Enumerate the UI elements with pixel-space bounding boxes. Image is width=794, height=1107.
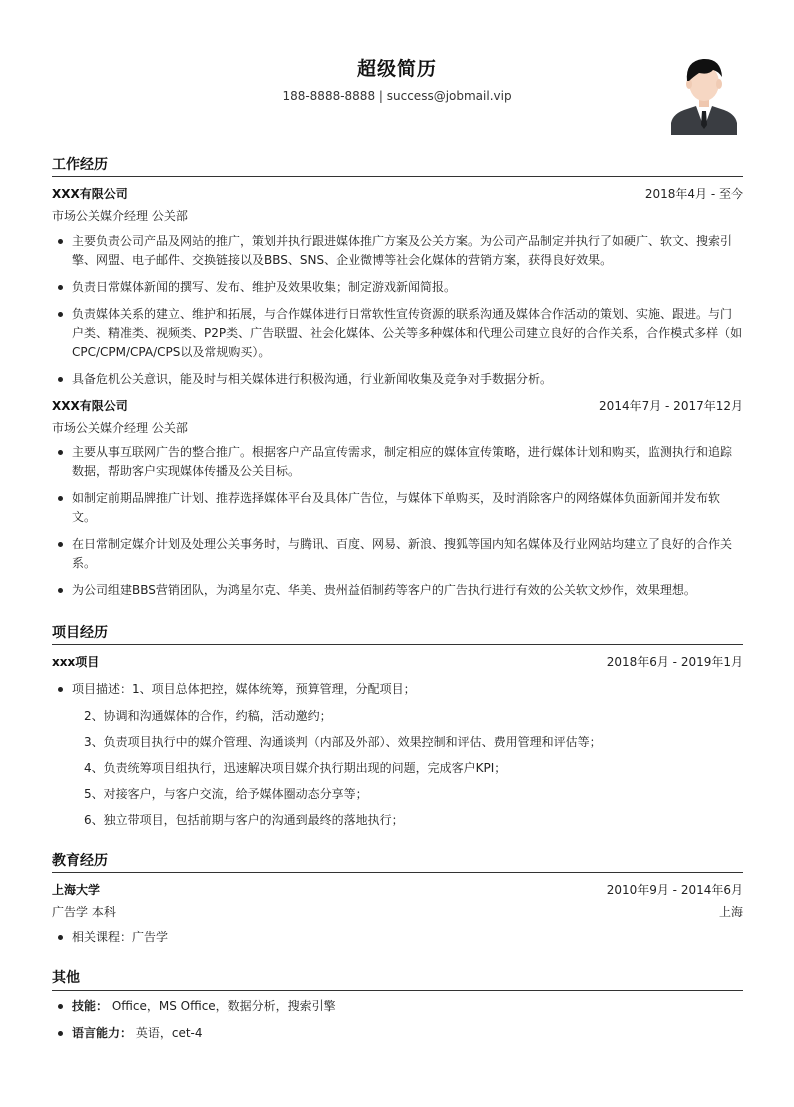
contact-info: 188-8888-8888 | success@jobmail.vip [282, 89, 512, 103]
list-item: 在日常制定媒介计划及处理公关事务时，与腾讯、百度、网易、新浪、搜狐等国内知名媒体及行业网站均建立了良好的合作关系。 [52, 535, 743, 573]
job-role: 市场公关媒介经理 公关部 [52, 209, 188, 223]
job-role: 市场公关媒介经理 公关部 [52, 421, 188, 435]
list-item: 具备危机公关意识，能及时与相关媒体进行积极沟通，行业新闻收集及竞争对手数据分析。 [52, 370, 743, 389]
list-item: 如制定前期品牌推广计划、推荐选择媒体平台及具体广告位，与媒体下单购买，及时消除客户的网络媒体负面新闻并发布软文。 [52, 489, 743, 527]
skills-value: Office，MS Office，数据分析，搜索引擎 [111, 999, 336, 1013]
section-title-work: 工作经历 [52, 157, 108, 173]
list-item: 项目描述：1、项目总体把控，媒体统筹，预算管理，分配项目； [52, 680, 743, 699]
company-name: XXX有限公司 [52, 187, 128, 201]
job-header [52, 185, 743, 202]
list-item: 6、独立带项目，包括前期与客户的沟通到最终的落地执行； [84, 813, 404, 827]
education-header [52, 881, 743, 898]
list-item [52, 997, 743, 1016]
job-role-row [52, 207, 743, 224]
avatar-icon [669, 53, 739, 135]
list-item: 为公司组建BBS营销团队，为鸿星尔克、华美、贵州益佰制药等客户的广告执行进行有效的公关软文炒作，效果理想。 [52, 581, 743, 600]
job-bullets [52, 232, 743, 397]
language-value: 英语，cet-4 [135, 1026, 203, 1040]
list-item: 2、协调和沟通媒体的合作，约稿，活动邀约； [84, 709, 332, 723]
list-item: 相关课程：广告学 [52, 928, 743, 947]
section-title-education: 教育经历 [52, 853, 108, 869]
section-divider [52, 990, 743, 991]
project-header [52, 653, 743, 670]
list-item [52, 1024, 743, 1043]
job-bullets [52, 443, 743, 608]
company-name: XXX有限公司 [52, 399, 128, 413]
section-divider [52, 872, 743, 873]
education-date: 2010年9月 - 2014年6月 [606, 883, 743, 897]
list-item: 主要负责公司产品及网站的推广，策划并执行跟进媒体推广方案及公关方案。为公司产品制定并执行了如硬广、软文、搜索引擎、网盟、电子邮件、交换链接以及BBS、SNS、企业微博等社会化媒体的营销方案，获得良好效果。 [52, 232, 743, 270]
job-date: 2014年7月 - 2017年12月 [599, 399, 743, 413]
skills-label: 技能： [72, 999, 109, 1013]
project-date: 2018年6月 - 2019年1月 [606, 655, 743, 669]
education-detail-row [52, 903, 743, 920]
list-item: 4、负责统筹项目组执行，迅速解决项目媒介执行期出现的问题，完成客户KPI； [84, 761, 507, 775]
job-role-row [52, 419, 743, 436]
list-item: 5、对接客户，与客户交流，给予媒体圈动态分享等； [84, 787, 368, 801]
resume-title: 超级简历 [356, 58, 437, 80]
job-header [52, 397, 743, 414]
section-divider [52, 644, 743, 645]
education-bullets [52, 928, 743, 955]
language-label: 语言能力： [72, 1026, 133, 1040]
section-title-projects: 项目经历 [52, 625, 108, 641]
degree: 广告学 本科 [52, 905, 116, 919]
location: 上海 [718, 905, 743, 919]
list-item: 负责日常媒体新闻的撰写、发布、维护及效果收集；制定游戏新闻简报。 [52, 278, 743, 297]
section-divider [52, 176, 743, 177]
list-item: 负责媒体关系的建立、维护和拓展，与合作媒体进行日常软性宣传资源的联系沟通及媒体合作活动的策划、实施、跟进。与门户类、精准类、视频类、P2P类、广告联盟、社会化媒体、公关等多种媒体和代理公司建立良好的合作关系，合作模式多样（如CPC/CPM/CPA/CPS以及常规购买）。 [52, 305, 743, 362]
other-bullets [52, 997, 743, 1051]
list-item: 主要从事互联网广告的整合推广。根据客户产品宣传需求，制定相应的媒体宣传策略，进行媒体计划和购买，监测执行和追踪数据，帮助客户实现媒体传播及公关目标。 [52, 443, 743, 481]
project-bullets [52, 680, 743, 837]
section-title-other: 其他 [52, 970, 80, 986]
job-date: 2018年4月 - 至今 [644, 187, 743, 201]
school-name: 上海大学 [52, 883, 101, 897]
list-item: 3、负责项目执行中的媒介管理、沟通谈判（内部及外部）、效果控制和评估、费用管理和评估等； [84, 735, 602, 749]
project-name: xxx项目 [52, 655, 100, 669]
